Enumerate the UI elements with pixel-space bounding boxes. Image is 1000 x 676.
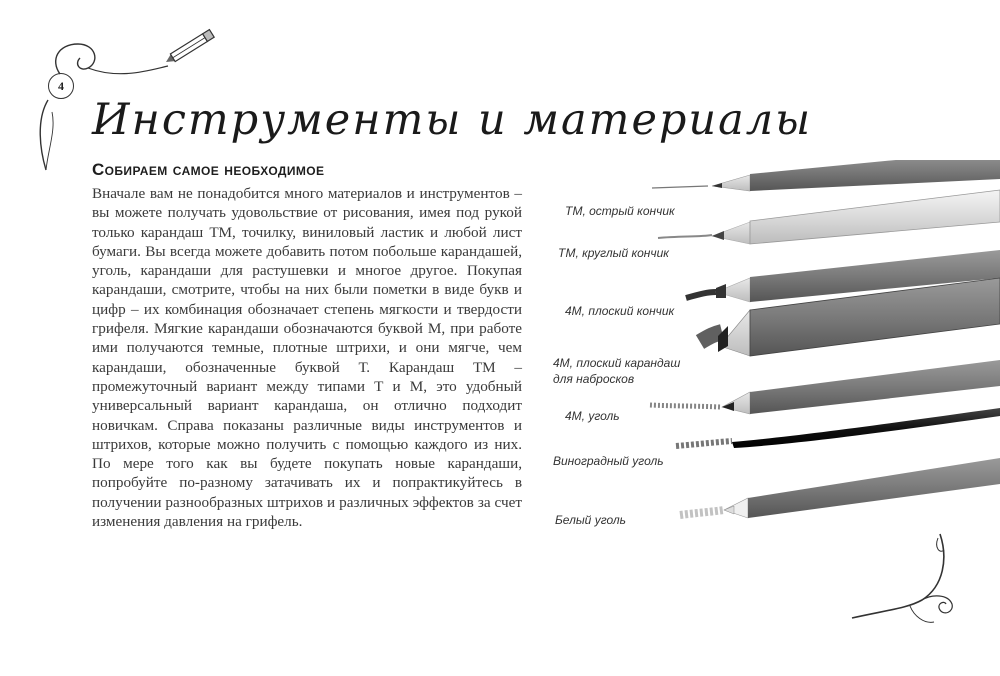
- corner-flourish-icon: [848, 528, 968, 628]
- page-number: 4: [48, 73, 74, 99]
- tool-label: 4М, плоский кончик: [565, 304, 675, 318]
- section-subtitle: Собираем самое необходимое: [92, 160, 325, 179]
- page-title: Инструменты и материалы: [92, 95, 813, 145]
- white-charcoal-icon: [680, 458, 1000, 518]
- tool-label: Белый уголь: [555, 513, 626, 527]
- body-paragraph: Вначале вам не понадобится много материалов и инструментов – вы можете получать удовольствие от рисования, имея под рукой только карандаш ТМ, точилку, виниловый ластик и любой лист бумаги. Вы всегда можете добавить потом побольше карандашей, уголь, карандаши для растушевки и многое другое. Покупая карандаши, смотрите, чтобы на них были пометки в виде букв и цифр – их комбинация обозначает степень мягкости и твердости грифеля. Мягкие карандаши обозначаются буквой М, при работе ими получаются темные, плотные штрихи, и они мягче, чем карандаши, обозначенные буквой Т. Карандаш ТМ – промежуточный вариант между типами Т и М, это удобный универсальный вариант карандаша, он отлично подходит новичкам. Справа показаны различные виды инструментов и штрихов, которые можно получить с помощью каждого из них. По мере того как вы будете покупать новые карандаши, попробуйте по-разному затачивать их и попрактикуйтесь в получении разнообразных штрихов и различных эффектов за счет изменения давления на грифель.: [92, 185, 522, 531]
- tool-label: ТМ, круглый кончик: [558, 246, 669, 260]
- sharp-pencil-icon: [652, 160, 1000, 191]
- tool-label: Виноградный уголь: [553, 454, 664, 468]
- tool-label: 4М, уголь: [565, 409, 620, 423]
- vine-charcoal-icon: [676, 408, 1000, 448]
- pencil-flourish-icon: [0, 0, 260, 180]
- tool-label: 4М, плоский карандаш для набросков: [553, 356, 681, 386]
- tool-label: ТМ, острый кончик: [565, 204, 675, 218]
- round-pencil-icon: [658, 190, 1000, 244]
